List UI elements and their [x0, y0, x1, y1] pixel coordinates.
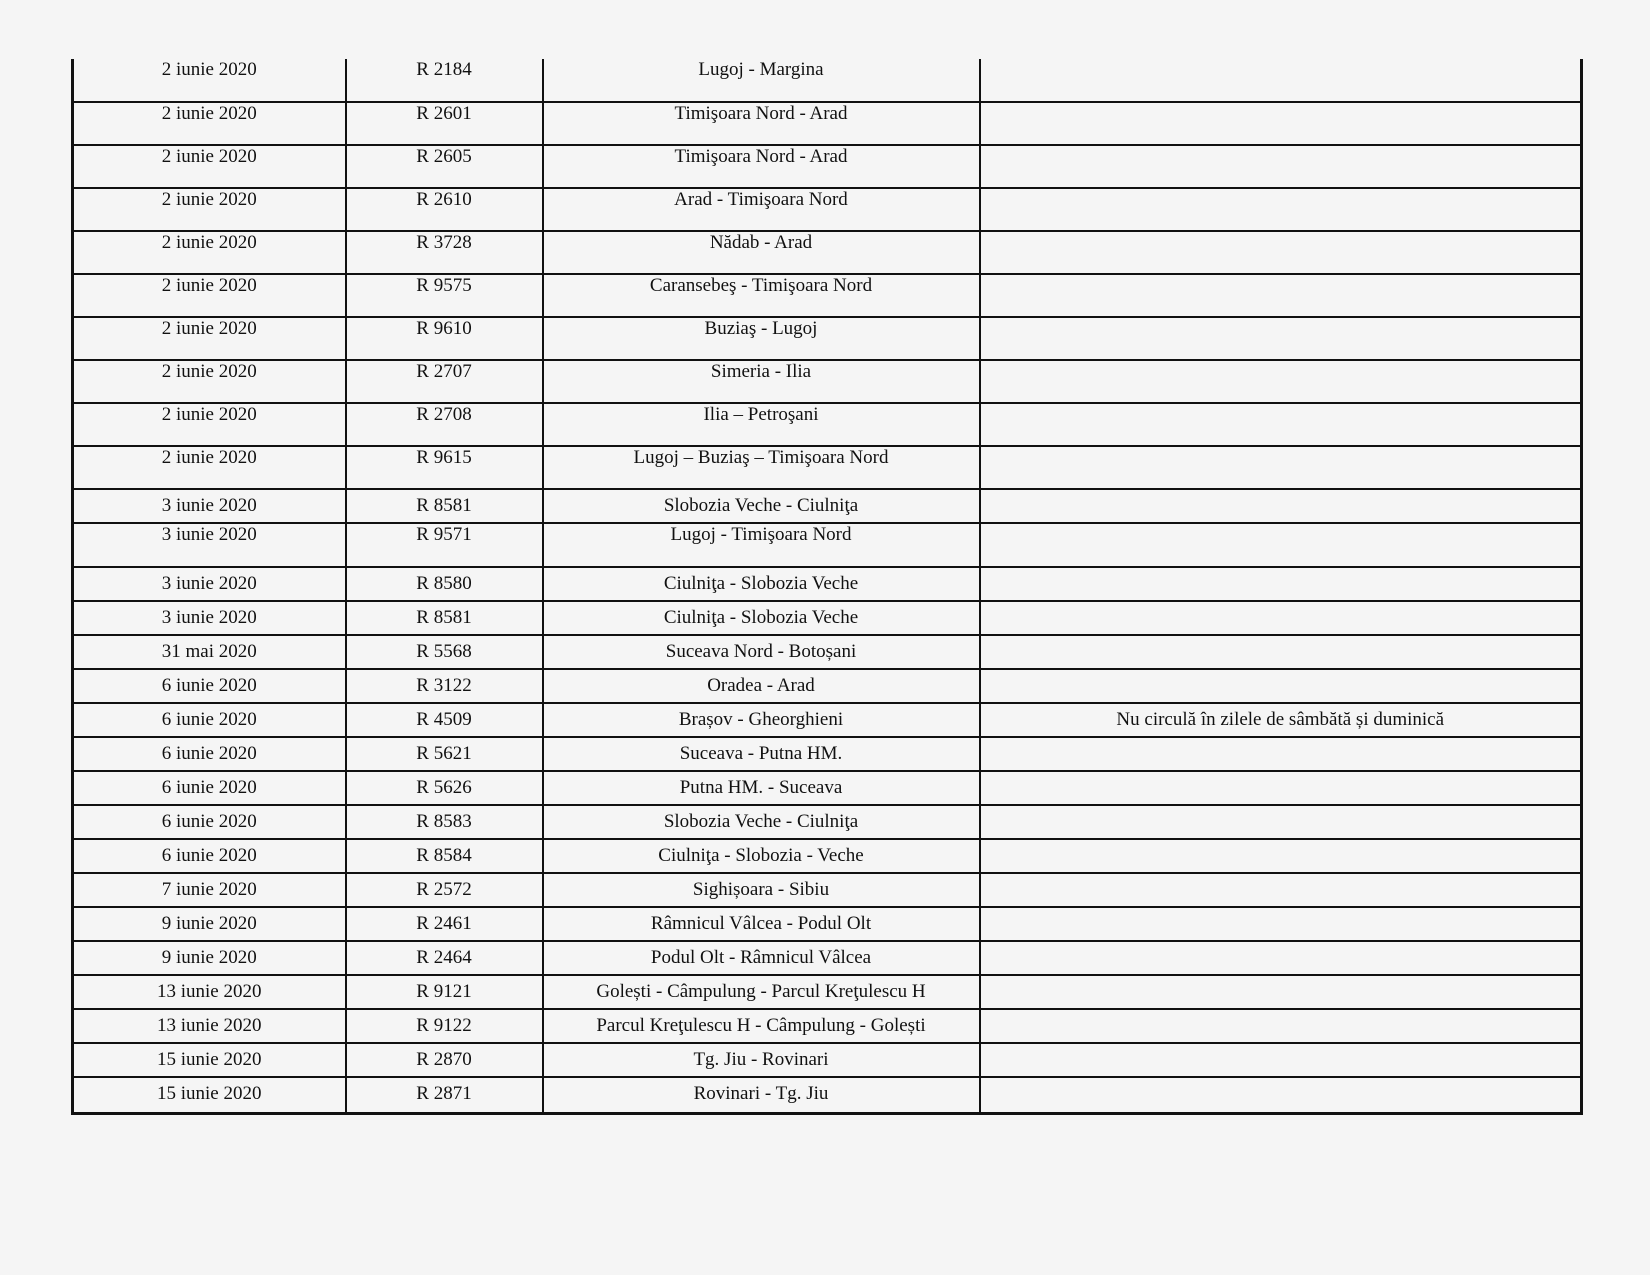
date-cell: 13 iunie 2020 — [73, 975, 346, 1009]
table-row — [73, 771, 1582, 805]
train-number-cell: R 3728 — [346, 231, 543, 274]
table-row — [73, 567, 1582, 601]
note-cell — [980, 446, 1582, 489]
route-cell: Parcul Kreţulescu H - Câmpulung - Golești — [543, 1009, 980, 1043]
date-cell: 6 iunie 2020 — [73, 805, 346, 839]
train-number-cell: R 2464 — [346, 941, 543, 975]
date-cell: 2 iunie 2020 — [73, 274, 346, 317]
route-cell: Podul Olt - Râmnicul Vâlcea — [543, 941, 980, 975]
table-row — [73, 737, 1582, 771]
table-row — [73, 489, 1582, 523]
table-row — [73, 975, 1582, 1009]
table-row — [73, 523, 1582, 567]
train-number-cell: R 2871 — [346, 1077, 543, 1113]
table-row — [73, 1043, 1582, 1077]
table-row — [73, 941, 1582, 975]
note-cell — [980, 567, 1582, 601]
train-number-cell: R 8580 — [346, 567, 543, 601]
table-row — [73, 403, 1582, 446]
route-cell: Sighișoara - Sibiu — [543, 873, 980, 907]
table-row — [73, 274, 1582, 317]
date-cell: 13 iunie 2020 — [73, 1009, 346, 1043]
train-number-cell: R 9610 — [346, 317, 543, 360]
note-cell — [980, 1077, 1582, 1113]
table-row — [73, 601, 1582, 635]
table-row — [73, 635, 1582, 669]
date-cell: 2 iunie 2020 — [73, 145, 346, 188]
date-cell: 2 iunie 2020 — [73, 317, 346, 360]
date-cell: 3 iunie 2020 — [73, 489, 346, 523]
route-cell: Slobozia Veche - Ciulniţa — [543, 489, 980, 523]
route-cell: Slobozia Veche - Ciulniţa — [543, 805, 980, 839]
note-cell — [980, 145, 1582, 188]
date-cell: 6 iunie 2020 — [73, 771, 346, 805]
date-cell: 31 mai 2020 — [73, 635, 346, 669]
table-row — [73, 59, 1582, 102]
note-cell — [980, 873, 1582, 907]
train-number-cell: R 4509 — [346, 703, 543, 737]
train-number-cell: R 8584 — [346, 839, 543, 873]
date-cell: 2 iunie 2020 — [73, 446, 346, 489]
route-cell: Arad - Timişoara Nord — [543, 188, 980, 231]
train-number-cell: R 5568 — [346, 635, 543, 669]
date-cell: 15 iunie 2020 — [73, 1077, 346, 1113]
train-number-cell: R 5621 — [346, 737, 543, 771]
route-cell: Timişoara Nord - Arad — [543, 102, 980, 145]
route-cell: Simeria - Ilia — [543, 360, 980, 403]
route-cell: Râmnicul Vâlcea - Podul Olt — [543, 907, 980, 941]
train-number-cell: R 2605 — [346, 145, 543, 188]
train-number-cell: R 2601 — [346, 102, 543, 145]
train-number-cell: R 9122 — [346, 1009, 543, 1043]
train-number-cell: R 2572 — [346, 873, 543, 907]
table-row — [73, 188, 1582, 231]
note-cell — [980, 601, 1582, 635]
table-row — [73, 231, 1582, 274]
route-cell: Caransebeş - Timişoara Nord — [543, 274, 980, 317]
note-cell — [980, 907, 1582, 941]
note-cell — [980, 274, 1582, 317]
train-number-cell: R 2708 — [346, 403, 543, 446]
train-number-cell: R 2461 — [346, 907, 543, 941]
date-cell: 7 iunie 2020 — [73, 873, 346, 907]
route-cell: Timişoara Nord - Arad — [543, 145, 980, 188]
note-cell — [980, 489, 1582, 523]
note-cell — [980, 839, 1582, 873]
route-cell: Nădab - Arad — [543, 231, 980, 274]
table-row — [73, 669, 1582, 703]
route-cell: Brașov - Gheorghieni — [543, 703, 980, 737]
note-cell — [980, 102, 1582, 145]
note-cell — [980, 231, 1582, 274]
train-number-cell: R 9571 — [346, 523, 543, 567]
train-number-cell: R 2610 — [346, 188, 543, 231]
note-cell — [980, 805, 1582, 839]
train-number-cell: R 5626 — [346, 771, 543, 805]
table-row — [73, 145, 1582, 188]
note-cell — [980, 317, 1582, 360]
route-cell: Tg. Jiu - Rovinari — [543, 1043, 980, 1077]
note-cell — [980, 1043, 1582, 1077]
note-cell — [980, 523, 1582, 567]
route-cell: Suceava - Putna HM. — [543, 737, 980, 771]
train-number-cell: R 2707 — [346, 360, 543, 403]
note-cell — [980, 771, 1582, 805]
date-cell: 3 iunie 2020 — [73, 601, 346, 635]
train-schedule-table — [71, 59, 1583, 1115]
date-cell: 9 iunie 2020 — [73, 941, 346, 975]
route-cell: Lugoj – Buziaş – Timişoara Nord — [543, 446, 980, 489]
table-row — [73, 805, 1582, 839]
train-number-cell: R 9615 — [346, 446, 543, 489]
route-cell: Lugoj - Margina — [543, 59, 980, 102]
date-cell: 6 iunie 2020 — [73, 839, 346, 873]
table-row — [73, 102, 1582, 145]
note-cell — [980, 1009, 1582, 1043]
date-cell: 2 iunie 2020 — [73, 188, 346, 231]
note-cell — [980, 941, 1582, 975]
train-number-cell: R 2184 — [346, 59, 543, 102]
train-number-cell: R 8581 — [346, 489, 543, 523]
table-row — [73, 703, 1582, 737]
route-cell: Oradea - Arad — [543, 669, 980, 703]
table-row — [73, 360, 1582, 403]
route-cell: Lugoj - Timişoara Nord — [543, 523, 980, 567]
date-cell: 15 iunie 2020 — [73, 1043, 346, 1077]
table-row — [73, 317, 1582, 360]
date-cell: 2 iunie 2020 — [73, 360, 346, 403]
route-cell: Ciulniţa - Slobozia Veche — [543, 567, 980, 601]
date-cell: 9 iunie 2020 — [73, 907, 346, 941]
table-row — [73, 446, 1582, 489]
note-cell — [980, 635, 1582, 669]
date-cell: 3 iunie 2020 — [73, 567, 346, 601]
train-number-cell: R 8581 — [346, 601, 543, 635]
note-cell — [980, 403, 1582, 446]
date-cell: 6 iunie 2020 — [73, 737, 346, 771]
route-cell: Ciulniţa - Slobozia Veche — [543, 601, 980, 635]
train-number-cell: R 8583 — [346, 805, 543, 839]
route-cell: Golești - Câmpulung - Parcul Kreţulescu H — [543, 975, 980, 1009]
train-number-cell: R 9575 — [346, 274, 543, 317]
note-cell — [980, 59, 1582, 102]
route-cell: Rovinari - Tg. Jiu — [543, 1077, 980, 1113]
note-cell — [980, 975, 1582, 1009]
route-cell: Buziaş - Lugoj — [543, 317, 980, 360]
table-row — [73, 1077, 1582, 1113]
date-cell: 3 iunie 2020 — [73, 523, 346, 567]
note-cell — [980, 737, 1582, 771]
date-cell: 2 iunie 2020 — [73, 102, 346, 145]
table-row — [73, 907, 1582, 941]
route-cell: Ciulniţa - Slobozia - Veche — [543, 839, 980, 873]
route-cell: Ilia – Petroşani — [543, 403, 980, 446]
route-cell: Putna HM. - Suceava — [543, 771, 980, 805]
date-cell: 2 iunie 2020 — [73, 403, 346, 446]
train-number-cell: R 3122 — [346, 669, 543, 703]
date-cell: 2 iunie 2020 — [73, 59, 346, 102]
table-row — [73, 1009, 1582, 1043]
date-cell: 6 iunie 2020 — [73, 669, 346, 703]
date-cell: 6 iunie 2020 — [73, 703, 346, 737]
train-number-cell: R 2870 — [346, 1043, 543, 1077]
table-row — [73, 839, 1582, 873]
date-cell: 2 iunie 2020 — [73, 231, 346, 274]
note-cell — [980, 360, 1582, 403]
table-body — [73, 59, 1582, 1113]
note-cell — [980, 669, 1582, 703]
train-number-cell: R 9121 — [346, 975, 543, 1009]
route-cell: Suceava Nord - Botoșani — [543, 635, 980, 669]
note-cell — [980, 188, 1582, 231]
note-cell: Nu circulă în zilele de sâmbătă și duminică — [980, 703, 1582, 737]
table-row — [73, 873, 1582, 907]
